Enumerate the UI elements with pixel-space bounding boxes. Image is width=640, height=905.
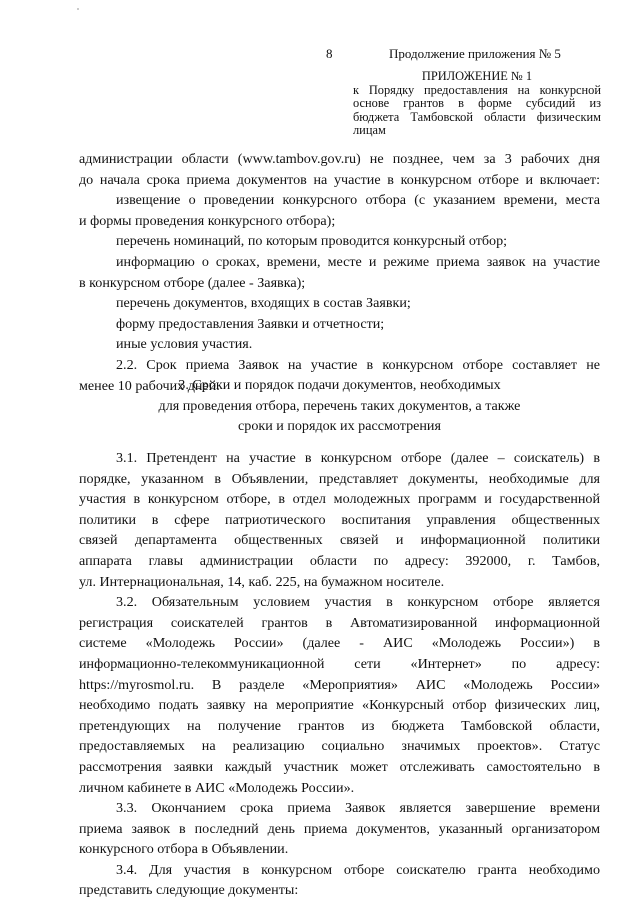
text-line: в конкурсном отборе (далее - Заявка); (79, 274, 306, 291)
text-line: личном кабинете в АИС «Молодежь России». (79, 779, 355, 796)
heading-line: 3. Сроки и порядок подачи документов, необходимых (178, 377, 501, 393)
text-line: системе «Молодежь России» (далее - АИС «Молодежь России») в (79, 635, 600, 652)
text-line: информационно-телекоммуникационной сети «Интернет» по адресу: (79, 655, 600, 672)
text-line: аппарата главы администрации области по адресу: 392000, г. Тамбов, (79, 552, 600, 569)
page-number: 8 (326, 46, 333, 61)
appendix-header (353, 70, 601, 138)
text-line: представить следующие документы: (79, 882, 299, 899)
text-line: менее 10 рабочих дней. (79, 377, 220, 394)
text-line: форму предоставления Заявки и отчетности; (116, 315, 385, 332)
appendix-line: бюджета Тамбовской области физическим (353, 109, 601, 124)
body-block-1 (79, 149, 600, 396)
text-line: приема заявок в последний день приема документов, указанный организатором (79, 820, 600, 837)
text-line: иные условия участия. (116, 336, 253, 353)
heading-line: для проведения отбора, перечень таких документов, а также (158, 397, 521, 414)
appendix-line: к Порядку предоставления на конкурсной (353, 82, 601, 97)
text-line: регистрация соискателей грантов в Автоматизированной информационной (79, 614, 600, 631)
text-line: участия в конкурсном отборе, в отдел молодежных программ и государственной (79, 491, 600, 508)
text-line: администрации области (www.tambov.gov.ru) не позднее, чем за 3 рабочих дня (79, 151, 600, 167)
appendix-line: основе грантов в форме субсидий из (353, 96, 601, 110)
heading-line: сроки и порядок их рассмотрения (238, 418, 441, 435)
text-line: конкурсного отбора в Объявлении. (79, 841, 289, 858)
body-block-2 (79, 448, 600, 901)
scan-speck (77, 8, 79, 10)
text-line: порядке, указанном в Объявлении, представляет документы, необходимые для (79, 470, 600, 487)
text-line: ул. Интернациональная, 14, каб. 225, на бумажном носителе. (79, 573, 445, 590)
continuation-note: Продолжение приложения № 5 (389, 46, 561, 61)
text-line: 3.2. Обязательным условием участия в конкурсном отборе является (116, 594, 600, 611)
text-line: 3.4. Для участия в конкурсном отборе соискателю гранта необходимо (116, 861, 600, 878)
text-line: 2.2. Срок приема Заявок на участие в конкурсном отборе составляет не (116, 356, 600, 373)
section-heading (79, 375, 600, 437)
text-line: перечень номинаций, по которым проводится конкурсный отбор; (116, 233, 508, 250)
text-line: информацию о сроках, времени, месте и режиме приема заявок на участие (116, 253, 600, 270)
text-line: 3.3. Окончанием срока приема Заявок является завершение времени (116, 800, 600, 817)
text-line: https://myrosmol.ru. В разделе «Мероприятия» АИС «Молодежь России» (79, 676, 600, 693)
text-line: и формы проведения конкурсного отбора); (79, 212, 336, 229)
text-line: связей департамента общественных связей и информационной политики (79, 532, 600, 549)
text-line: извещение о проведении конкурсного отбора (с указанием времени, места (116, 192, 600, 209)
text-line: необходимо подать заявку на мероприятие «Конкурсный отбор физических лиц, (79, 697, 600, 714)
text-line: перечень документов, входящих в состав Заявки; (116, 295, 411, 312)
text-line: до начала срока приема документов на участие в конкурсном отборе и включает: (79, 171, 600, 188)
text-line: рассмотрения заявки каждый участник может отслеживать самостоятельно в (79, 758, 600, 775)
text-line: политики в сфере патриотического воспитания управления общественных (79, 511, 600, 528)
text-line: претендующих на получение грантов из бюджета Тамбовской области, (79, 717, 600, 734)
appendix-title: ПРИЛОЖЕНИЕ № 1 (421, 69, 533, 83)
text-line: 3.1. Претендент на участие в конкурсном отборе (далее – соискатель) в (116, 450, 600, 466)
appendix-line: лицам (353, 123, 386, 137)
text-line: предоставляемых на реализацию социально значимых проектов». Статус (79, 738, 600, 755)
